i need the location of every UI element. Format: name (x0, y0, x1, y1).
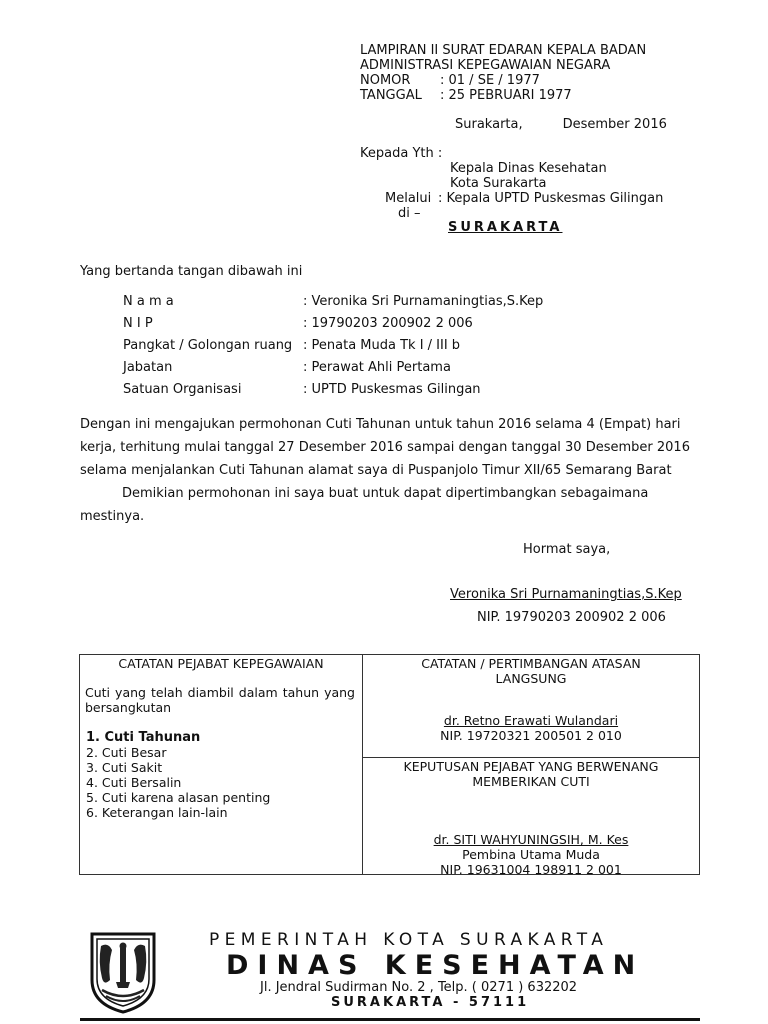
letterhead-rule (80, 1018, 700, 1021)
lampiran-header (360, 43, 646, 103)
right-top-title-line2: LANGSUNG (495, 671, 567, 686)
field-value: : Veronika Sri Purnamaningtias,S.Kep (303, 294, 544, 309)
right-top-title-line1: CATATAN / PERTIMBANGAN ATASAN (421, 656, 641, 671)
di-label: di – (398, 206, 421, 221)
body-paragraph-1: Dengan ini mengajukan permohonan Cuti Tahunan untuk tahun 2016 selama 4 (Empat) hari kerja, terhitung mulai tanggal 27 Desember 2016 sampai dengan tanggal 30 Desember 2016 selama menjalankan Cuti Tahunan alamat saya di Puspanjolo Timur XII/65 Semarang Barat (80, 417, 690, 478)
leave-type-item: 6. Keterangan lain-lain (86, 805, 228, 820)
addressee-line2: Kota Surakarta (450, 176, 547, 191)
city-seal-icon (88, 930, 158, 1014)
field-value: : 19790203 200902 2 006 (303, 316, 473, 331)
nomor-label: NOMOR (360, 73, 411, 88)
leave-type-list (86, 730, 270, 820)
left-cell-intro: Cuti yang telah diambil dalam tahun yang bersangkutan (85, 685, 355, 715)
nomor-value: : 01 / SE / 1977 (440, 73, 540, 88)
letterhead-city-zip: SURAKARTA - 57111 (331, 995, 530, 1010)
signer-nip: NIP. 19790203 200902 2 006 (477, 610, 666, 625)
field-label: Jabatan (123, 360, 173, 375)
body-paragraph-2: Demikian permohonan ini saya buat untuk dapat dipertimbangkan sebagaimana mestinya. (80, 486, 649, 524)
field-label: N a m a (123, 294, 174, 309)
addressee-city: SURAKARTA (448, 220, 563, 235)
place: Surakarta, (455, 117, 523, 132)
body-text (80, 413, 700, 528)
date: Desember 2016 (562, 117, 667, 132)
closing: Hormat saya, (523, 542, 611, 557)
field-value: : Penata Muda Tk I / III b (303, 338, 461, 353)
leave-type-item: 2. Cuti Besar (86, 745, 167, 760)
leave-type-item: 3. Cuti Sakit (86, 760, 163, 775)
addressee-line1: Kepala Dinas Kesehatan (450, 161, 607, 176)
left-cell-title: CATATAN PEJABAT KEPEGAWAIAN (118, 656, 324, 671)
tanggal-value: : 25 PEBRUARI 1977 (440, 88, 572, 103)
letterhead-address: Jl. Jendral Sudirman No. 2 , Telp. ( 0271 ) 632202 (260, 980, 578, 995)
superior-name: dr. Retno Erawati Wulandari (443, 713, 619, 728)
field-row-nip (123, 316, 473, 331)
field-value: : UPTD Puskesmas Gilingan (303, 382, 481, 397)
tanggal-label: TANGGAL (360, 88, 422, 103)
right-top-title (363, 656, 699, 686)
right-bottom-title-line2: MEMBERIKAN CUTI (472, 774, 590, 789)
field-label: Pangkat / Golongan ruang (123, 338, 293, 353)
intro-text: Yang bertanda tangan dibawah ini (80, 264, 303, 279)
tanggal-row (360, 88, 646, 103)
addressee-block (450, 161, 607, 191)
melalui-value: : Kepala UPTD Puskesmas Gilingan (438, 191, 664, 206)
letterhead-agency: DINAS KESEHATAN (226, 950, 645, 981)
official-nip: NIP. 19631004 198911 2 001 (440, 862, 622, 877)
field-label: N I P (123, 316, 153, 331)
official-rank: Pembina Utama Muda (462, 847, 600, 862)
leave-type-item: 5. Cuti karena alasan penting (86, 790, 271, 805)
kepada-label: Kepada Yth : (360, 146, 443, 161)
letterhead-government: PEMERINTAH KOTA SURAKARTA (209, 930, 609, 950)
signer-name: Veronika Sri Purnamaningtias,S.Kep (450, 587, 682, 602)
field-value: : Perawat Ahli Pertama (303, 360, 451, 375)
notes-table (79, 654, 700, 875)
nomor-row (360, 73, 646, 88)
right-bottom-title (363, 759, 699, 789)
right-bottom-title-line1: KEPUTUSAN PEJABAT YANG BERWENANG (403, 759, 659, 774)
superior-nip: NIP. 19720321 200501 2 010 (440, 728, 622, 743)
field-row-jabatan (123, 360, 451, 375)
field-row-nama (123, 294, 543, 309)
official-name: dr. SITI WAHYUNINGSIH, M. Kes (433, 832, 629, 847)
field-label: Satuan Organisasi (123, 382, 242, 397)
field-row-satuan (123, 382, 481, 397)
lampiran-line1: LAMPIRAN II SURAT EDARAN KEPALA BADAN (360, 43, 647, 58)
leave-type-item: 4. Cuti Bersalin (86, 775, 182, 790)
leave-type-item: 1. Cuti Tahunan (86, 730, 201, 745)
melalui-label: Melalui (385, 191, 432, 206)
table-divider-horizontal (363, 757, 699, 758)
field-row-pangkat (123, 338, 460, 353)
place-date (455, 117, 667, 132)
lampiran-line2: ADMINISTRASI KEPEGAWAIAN NEGARA (360, 58, 611, 73)
